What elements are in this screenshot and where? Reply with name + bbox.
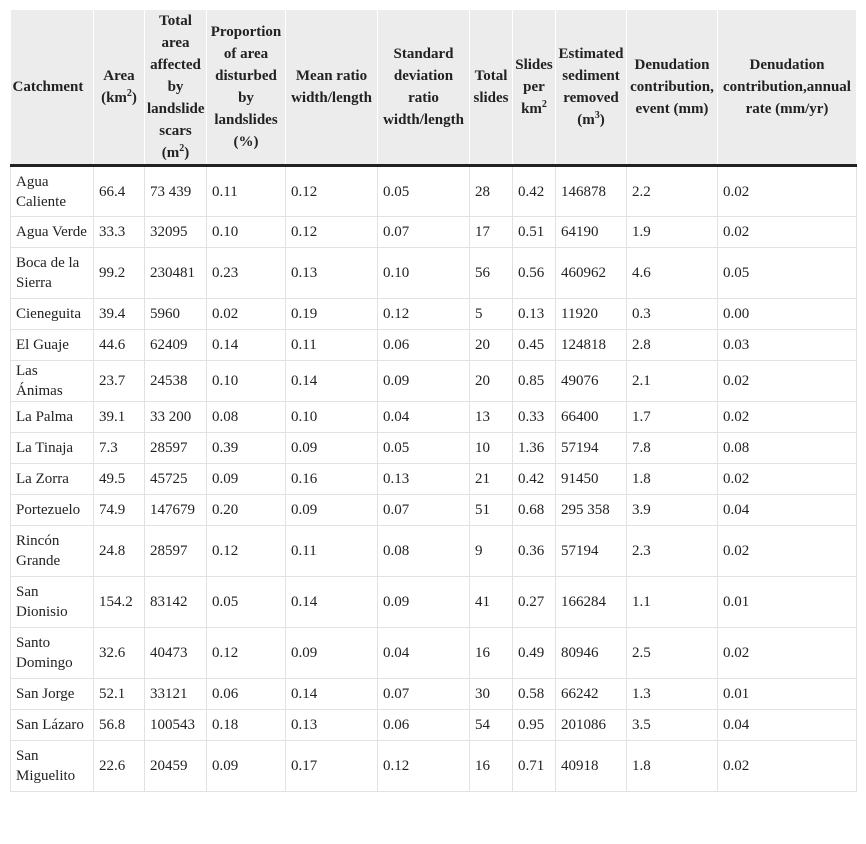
cell-area: 56.8 (94, 710, 145, 741)
cell-proportion: 0.23 (207, 248, 286, 299)
cell-std_ratio: 0.07 (378, 495, 470, 526)
cell-denud_annual: 0.02 (718, 464, 857, 495)
cell-denud_annual: 0.08 (718, 433, 857, 464)
column-header-label: Mean ratio width/length (291, 68, 372, 106)
cell-sediment: 146878 (556, 166, 627, 217)
cell-denud_annual: 0.05 (718, 248, 857, 299)
cell-denud_event: 1.8 (627, 464, 718, 495)
cell-proportion: 0.14 (207, 330, 286, 361)
table-row (11, 495, 857, 526)
cell-slides_per_km2: 0.13 (513, 299, 556, 330)
column-header-mean_ratio (286, 10, 378, 166)
cell-area: 39.1 (94, 402, 145, 433)
cell-catchment: Portezuelo (11, 495, 94, 526)
column-header-suffix: ) (184, 145, 190, 161)
column-header-label: Catchment (12, 79, 84, 95)
cell-proportion: 0.18 (207, 710, 286, 741)
cell-sediment: 64190 (556, 217, 627, 248)
table-row (11, 464, 857, 495)
cell-denud_event: 7.8 (627, 433, 718, 464)
cell-denud_annual: 0.02 (718, 166, 857, 217)
cell-total_area: 62409 (145, 330, 207, 361)
cell-denud_annual: 0.02 (718, 741, 857, 792)
column-header-label: Denudation contribution,annual rate (mm/yr) (723, 57, 851, 117)
cell-std_ratio: 0.04 (378, 628, 470, 679)
cell-denud_event: 2.2 (627, 166, 718, 217)
column-header-label: Estimated sediment removed (m (558, 46, 624, 128)
cell-total_area: 40473 (145, 628, 207, 679)
cell-sediment: 57194 (556, 433, 627, 464)
column-header-proportion (207, 10, 286, 166)
cell-total_area: 5960 (145, 299, 207, 330)
cell-area: 22.6 (94, 741, 145, 792)
cell-area: 7.3 (94, 433, 145, 464)
cell-mean_ratio: 0.13 (286, 248, 378, 299)
cell-total_area: 230481 (145, 248, 207, 299)
table-row (11, 299, 857, 330)
cell-area: 52.1 (94, 679, 145, 710)
cell-std_ratio: 0.10 (378, 248, 470, 299)
cell-mean_ratio: 0.14 (286, 679, 378, 710)
cell-slides_per_km2: 0.71 (513, 741, 556, 792)
cell-denud_annual: 0.01 (718, 577, 857, 628)
cell-std_ratio: 0.06 (378, 330, 470, 361)
cell-catchment: Las Ánimas (11, 361, 94, 402)
cell-denud_event: 3.5 (627, 710, 718, 741)
column-header-label: Denudation contribution, event (mm) (630, 57, 714, 117)
cell-mean_ratio: 0.09 (286, 628, 378, 679)
column-header-total_slides (470, 10, 513, 166)
cell-std_ratio: 0.07 (378, 217, 470, 248)
column-header-std_ratio (378, 10, 470, 166)
cell-std_ratio: 0.12 (378, 299, 470, 330)
table-row (11, 402, 857, 433)
table-row (11, 628, 857, 679)
table-container (10, 10, 856, 792)
column-header-superscript: 2 (179, 143, 185, 154)
cell-catchment: Boca de la Sierra (11, 248, 94, 299)
table-row (11, 679, 857, 710)
cell-total_area: 33121 (145, 679, 207, 710)
cell-total_area: 147679 (145, 495, 207, 526)
cell-denud_event: 2.3 (627, 526, 718, 577)
table-row (11, 166, 857, 217)
column-header-label: Total slides (473, 68, 509, 106)
cell-denud_annual: 0.00 (718, 299, 857, 330)
cell-area: 23.7 (94, 361, 145, 402)
cell-total_area: 28597 (145, 433, 207, 464)
cell-sediment: 57194 (556, 526, 627, 577)
cell-std_ratio: 0.04 (378, 402, 470, 433)
cell-mean_ratio: 0.13 (286, 710, 378, 741)
cell-total_slides: 16 (470, 741, 513, 792)
cell-denud_event: 1.1 (627, 577, 718, 628)
cell-total_slides: 10 (470, 433, 513, 464)
cell-slides_per_km2: 1.36 (513, 433, 556, 464)
cell-sediment: 295 358 (556, 495, 627, 526)
cell-catchment: Cieneguita (11, 299, 94, 330)
cell-total_slides: 51 (470, 495, 513, 526)
cell-std_ratio: 0.08 (378, 526, 470, 577)
cell-catchment: San Miguelito (11, 741, 94, 792)
table-row (11, 526, 857, 577)
cell-denud_event: 2.8 (627, 330, 718, 361)
cell-catchment: San Dionisio (11, 577, 94, 628)
cell-mean_ratio: 0.11 (286, 330, 378, 361)
cell-slides_per_km2: 0.58 (513, 679, 556, 710)
cell-total_slides: 20 (470, 361, 513, 402)
cell-proportion: 0.02 (207, 299, 286, 330)
cell-denud_annual: 0.03 (718, 330, 857, 361)
column-header-label: Total area affected by landslide scars (m (147, 13, 205, 161)
cell-slides_per_km2: 0.42 (513, 166, 556, 217)
table-row (11, 248, 857, 299)
cell-area: 32.6 (94, 628, 145, 679)
cell-area: 33.3 (94, 217, 145, 248)
cell-slides_per_km2: 0.68 (513, 495, 556, 526)
cell-total_slides: 28 (470, 166, 513, 217)
cell-proportion: 0.12 (207, 628, 286, 679)
cell-mean_ratio: 0.09 (286, 433, 378, 464)
cell-std_ratio: 0.06 (378, 710, 470, 741)
cell-sediment: 40918 (556, 741, 627, 792)
cell-total_area: 32095 (145, 217, 207, 248)
column-header-denud_event (627, 10, 718, 166)
cell-total_slides: 17 (470, 217, 513, 248)
cell-mean_ratio: 0.11 (286, 526, 378, 577)
cell-sediment: 80946 (556, 628, 627, 679)
cell-sediment: 11920 (556, 299, 627, 330)
cell-sediment: 91450 (556, 464, 627, 495)
column-header-label: Area (km (101, 68, 135, 106)
cell-proportion: 0.39 (207, 433, 286, 464)
cell-total_area: 45725 (145, 464, 207, 495)
cell-area: 24.8 (94, 526, 145, 577)
cell-denud_event: 2.1 (627, 361, 718, 402)
column-header-area (94, 10, 145, 166)
cell-total_area: 83142 (145, 577, 207, 628)
cell-total_slides: 41 (470, 577, 513, 628)
cell-area: 39.4 (94, 299, 145, 330)
cell-denud_annual: 0.04 (718, 710, 857, 741)
column-header-catchment (11, 10, 94, 166)
table-row (11, 577, 857, 628)
cell-slides_per_km2: 0.95 (513, 710, 556, 741)
table-row (11, 710, 857, 741)
column-header-superscript: 2 (126, 88, 132, 99)
cell-proportion: 0.09 (207, 464, 286, 495)
cell-catchment: Santo Domingo (11, 628, 94, 679)
cell-total_slides: 21 (470, 464, 513, 495)
cell-area: 49.5 (94, 464, 145, 495)
landslide-table (10, 10, 857, 792)
cell-catchment: Agua Caliente (11, 166, 94, 217)
cell-proportion: 0.09 (207, 741, 286, 792)
cell-sediment: 49076 (556, 361, 627, 402)
cell-total_slides: 30 (470, 679, 513, 710)
cell-catchment: Agua Verde (11, 217, 94, 248)
cell-area: 99.2 (94, 248, 145, 299)
cell-proportion: 0.06 (207, 679, 286, 710)
cell-total_area: 20459 (145, 741, 207, 792)
table-row (11, 361, 857, 402)
cell-denud_event: 1.9 (627, 217, 718, 248)
cell-catchment: El Guaje (11, 330, 94, 361)
cell-std_ratio: 0.09 (378, 361, 470, 402)
cell-total_area: 24538 (145, 361, 207, 402)
cell-total_slides: 13 (470, 402, 513, 433)
cell-sediment: 66400 (556, 402, 627, 433)
cell-total_slides: 20 (470, 330, 513, 361)
cell-area: 74.9 (94, 495, 145, 526)
cell-slides_per_km2: 0.36 (513, 526, 556, 577)
cell-denud_annual: 0.02 (718, 628, 857, 679)
table-row (11, 433, 857, 464)
table-row (11, 217, 857, 248)
cell-sediment: 201086 (556, 710, 627, 741)
cell-slides_per_km2: 0.51 (513, 217, 556, 248)
column-header-label: Slides per km (515, 57, 553, 117)
cell-total_slides: 9 (470, 526, 513, 577)
cell-std_ratio: 0.12 (378, 741, 470, 792)
column-header-slides_per_km2 (513, 10, 556, 166)
cell-total_slides: 56 (470, 248, 513, 299)
column-header-superscript: 2 (541, 99, 547, 110)
cell-total_slides: 16 (470, 628, 513, 679)
cell-catchment: La Zorra (11, 464, 94, 495)
cell-denud_event: 3.9 (627, 495, 718, 526)
cell-area: 44.6 (94, 330, 145, 361)
cell-denud_annual: 0.02 (718, 402, 857, 433)
cell-proportion: 0.11 (207, 166, 286, 217)
table-row (11, 330, 857, 361)
cell-area: 154.2 (94, 577, 145, 628)
column-header-sediment (556, 10, 627, 166)
cell-catchment: San Jorge (11, 679, 94, 710)
cell-mean_ratio: 0.14 (286, 577, 378, 628)
cell-sediment: 166284 (556, 577, 627, 628)
column-header-label: Standard deviation ratio width/length (383, 46, 464, 128)
cell-mean_ratio: 0.16 (286, 464, 378, 495)
cell-proportion: 0.10 (207, 217, 286, 248)
cell-denud_annual: 0.02 (718, 361, 857, 402)
cell-mean_ratio: 0.19 (286, 299, 378, 330)
cell-denud_event: 1.3 (627, 679, 718, 710)
cell-denud_annual: 0.04 (718, 495, 857, 526)
cell-total_area: 28597 (145, 526, 207, 577)
cell-sediment: 460962 (556, 248, 627, 299)
column-header-suffix: ) (599, 112, 605, 128)
table-row (11, 741, 857, 792)
cell-catchment: La Tinaja (11, 433, 94, 464)
cell-proportion: 0.05 (207, 577, 286, 628)
cell-total_area: 100543 (145, 710, 207, 741)
cell-denud_annual: 0.02 (718, 217, 857, 248)
cell-slides_per_km2: 0.33 (513, 402, 556, 433)
column-header-total_area (145, 10, 207, 166)
cell-std_ratio: 0.05 (378, 433, 470, 464)
cell-catchment: La Palma (11, 402, 94, 433)
cell-proportion: 0.12 (207, 526, 286, 577)
cell-denud_event: 1.7 (627, 402, 718, 433)
cell-std_ratio: 0.09 (378, 577, 470, 628)
column-header-label: Proportion of area disturbed by landslides (%) (210, 24, 282, 150)
cell-mean_ratio: 0.12 (286, 166, 378, 217)
cell-denud_annual: 0.01 (718, 679, 857, 710)
table-header (11, 10, 857, 166)
cell-catchment: San Lázaro (11, 710, 94, 741)
cell-std_ratio: 0.13 (378, 464, 470, 495)
cell-sediment: 66242 (556, 679, 627, 710)
cell-mean_ratio: 0.17 (286, 741, 378, 792)
cell-mean_ratio: 0.09 (286, 495, 378, 526)
cell-std_ratio: 0.05 (378, 166, 470, 217)
cell-total_slides: 5 (470, 299, 513, 330)
cell-proportion: 0.20 (207, 495, 286, 526)
cell-total_slides: 54 (470, 710, 513, 741)
header-row (11, 10, 857, 166)
cell-denud_event: 4.6 (627, 248, 718, 299)
cell-slides_per_km2: 0.85 (513, 361, 556, 402)
cell-denud_annual: 0.02 (718, 526, 857, 577)
cell-slides_per_km2: 0.49 (513, 628, 556, 679)
cell-slides_per_km2: 0.42 (513, 464, 556, 495)
cell-slides_per_km2: 0.27 (513, 577, 556, 628)
cell-mean_ratio: 0.12 (286, 217, 378, 248)
table-body (11, 166, 857, 792)
cell-denud_event: 2.5 (627, 628, 718, 679)
column-header-superscript: 3 (594, 110, 600, 121)
cell-area: 66.4 (94, 166, 145, 217)
column-header-denud_annual (718, 10, 857, 166)
cell-mean_ratio: 0.14 (286, 361, 378, 402)
cell-slides_per_km2: 0.45 (513, 330, 556, 361)
column-header-suffix: ) (131, 90, 137, 106)
cell-proportion: 0.10 (207, 361, 286, 402)
cell-denud_event: 1.8 (627, 741, 718, 792)
cell-std_ratio: 0.07 (378, 679, 470, 710)
cell-denud_event: 0.3 (627, 299, 718, 330)
cell-proportion: 0.08 (207, 402, 286, 433)
cell-slides_per_km2: 0.56 (513, 248, 556, 299)
cell-mean_ratio: 0.10 (286, 402, 378, 433)
cell-catchment: Rincón Grande (11, 526, 94, 577)
cell-sediment: 124818 (556, 330, 627, 361)
cell-total_area: 33 200 (145, 402, 207, 433)
cell-total_area: 73 439 (145, 166, 207, 217)
